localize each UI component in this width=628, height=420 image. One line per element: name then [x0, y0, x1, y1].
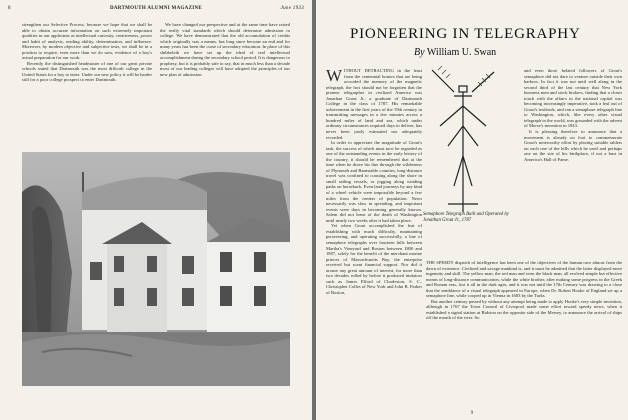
left-column-1: [22, 22, 152, 83]
paragraph: Yet when Grout accomplished the feat of establishing with much difficulty, maintaining persevering, and operating successfully, a line of semaphore telegraphs over fourteen hills between Martha's Vineyard and Boston between 1800 and 1807, solely for the benefit of the merchant marine princes of Massachusetts Bay, the enterprise received but scant financial support. Nor did it arouse any great amount of interest, for more than two decades rolled by before it produced imitators such as James Elford of Charleston, S. C., Christopher Colles of New York and John R. Parker of Boston,: [326, 223, 422, 295]
grout-house-photograph: [22, 152, 290, 386]
article-column-1: [326, 68, 422, 295]
left-column-2: [160, 22, 290, 77]
semaphore-telegraph-illustration: [428, 66, 498, 212]
drop-cap: W: [326, 66, 343, 85]
paragraph: Recently the distinguished headmaster of one of our great private schools stated that Dartmouth was the most difficult college in the United States for a boy to enter. Under our new policy it will be harder still for a poor college prospect to enter Dartmouth.: [22, 60, 152, 83]
lead-paragraph: [326, 68, 422, 140]
article-byline: [414, 47, 496, 58]
article-column-3: [426, 260, 622, 321]
paragraph: But another century passed by without any attempt being made to apply Hooke's very simple invention, although in 1767 the Town Council of Liverpool made some effort toward speedy news, when it established a signal station at Bidston on the opposite side of the Mersey, to announce the arrival of ships off the mouth of the river. So: [426, 298, 622, 321]
illustration-caption: Semaphore Telegraph Built and Operated by Jonathan Grout Jr., 1787: [423, 212, 509, 223]
paragraph: strengthen our Selective Process, because we hope that we shall be able to obtain accurate information on such extremely important qualities in our applicants as intellectual curiosity, creativeness, power and habit of analysis, reading ability, determination, and influence. Moreover, by modern objective and subjective tests, we shall be in a position to require, even more than we do now, evidence of a boy's actual preparation for our work.: [22, 22, 152, 61]
lead-text: ITHOUT DETRACTING in the least from the centennial honors that are being accorded the memory of the magnetic telegraph, the fact should not be forgotten that the pioneer telegrapher in civilized America was Jonathan Grout Jr., a graduate of Dartmouth College in the class of 1787. His remarkable achievement in the first years of the 19th century in transmitting messages in a few minutes across a hundred miles of land and sea, which under ordinary circumstances required days to deliver, has never been justly estimated nor adequately recorded.: [326, 68, 422, 140]
paragraph: and even those belated followers of Grout's semaphore did not dare to venture outside their own harbors. In fact it was not until well along in the second third of the last century that New York business men and stock brokers, finding that a closer touch with the affairs in the national capital was becoming increasingly imperative, took a leaf out of Grout's textbook, and ran a semaphore telegraph line to Washington, which, like every other visual telegraph in the world, was grounded with the advent of Morse's invention in 1843.: [524, 68, 622, 129]
article-column-2: [524, 68, 622, 162]
page-number-right: 9: [470, 411, 474, 416]
paragraph: We have changed our perspective and at the same time have raised the really vital standards which should determine admission to college. We have demonstrated that the old accumulation of credits which originally was a means, has long since become an end and for many years has been the curse of secondary education. In place of this shibboleth we have set up the ideal of real intellectual accomplishment during the secondary school period. It is dangerous to prophesy, but it is probably safe to say, that in much less than a decade most of our leading colleges will have adopted the principles of our new plan of admission.: [160, 22, 290, 77]
magazine-title: DARTMOUTH ALUMNI MAGAZINE: [109, 6, 203, 11]
article-title: PIONEERING IN TELEGRAPHY: [350, 26, 581, 42]
byline-prefix: By: [414, 47, 425, 58]
left-page: [0, 0, 312, 420]
issue-date: June 1933: [280, 6, 304, 11]
paragraph: In order to appreciate the magnitude of Grout's task, the success of which must now be regarded as one of the outstanding events in the early history of the country, it should be remembered that at the time when he drove his line through the wilderness of Plymouth and Barnstable counties, long-distance travel was confined to coasting along the shore in small sailing vessels, or jogging along winding paths on horseback. Even land journeys by any kind of a wheel vehicle were impossible beyond a few miles from the centers of population. News necessarily was slow in spreading, and important events were days in becoming generally known. Salem did not learn of the death of Washington until nearly two weeks after it had taken place.: [326, 140, 422, 223]
right-page: [316, 0, 628, 420]
paragraph: It is pleasing therefore to announce that a movement is already on foot to commemorate Grout's noteworthy effort by placing suitable tablets on each one of the hills which he used and perhaps one on the site of his birthplace, if not a bust in America's Hall of Fame.: [524, 129, 622, 162]
paragraph: THE SPEEDY dispatch of intelligence has been one of the objectives of the human race almost from the dawn of existence. Civilized and savage mankind is, and it must be admitted that the latter displayed more ingenuity and skill. The yellow man, the red man and even the black man, all evolved simple but effective means of long-distance communication, while the white brother, after making some progress in the Greek and Roman eras, lost it all in the dark ages, and it was not until the 17th Century was drawing to a close that the semblance of a visual telegraph appeared in Europe, when Dr. Robert Hooke of England set up a semaphore line, while cooped up in Vienna in 1683 by the Turks.: [426, 260, 622, 299]
page-number-left: 8: [8, 6, 11, 11]
author-name: William U. Swan: [426, 47, 497, 58]
running-header: [8, 6, 304, 14]
